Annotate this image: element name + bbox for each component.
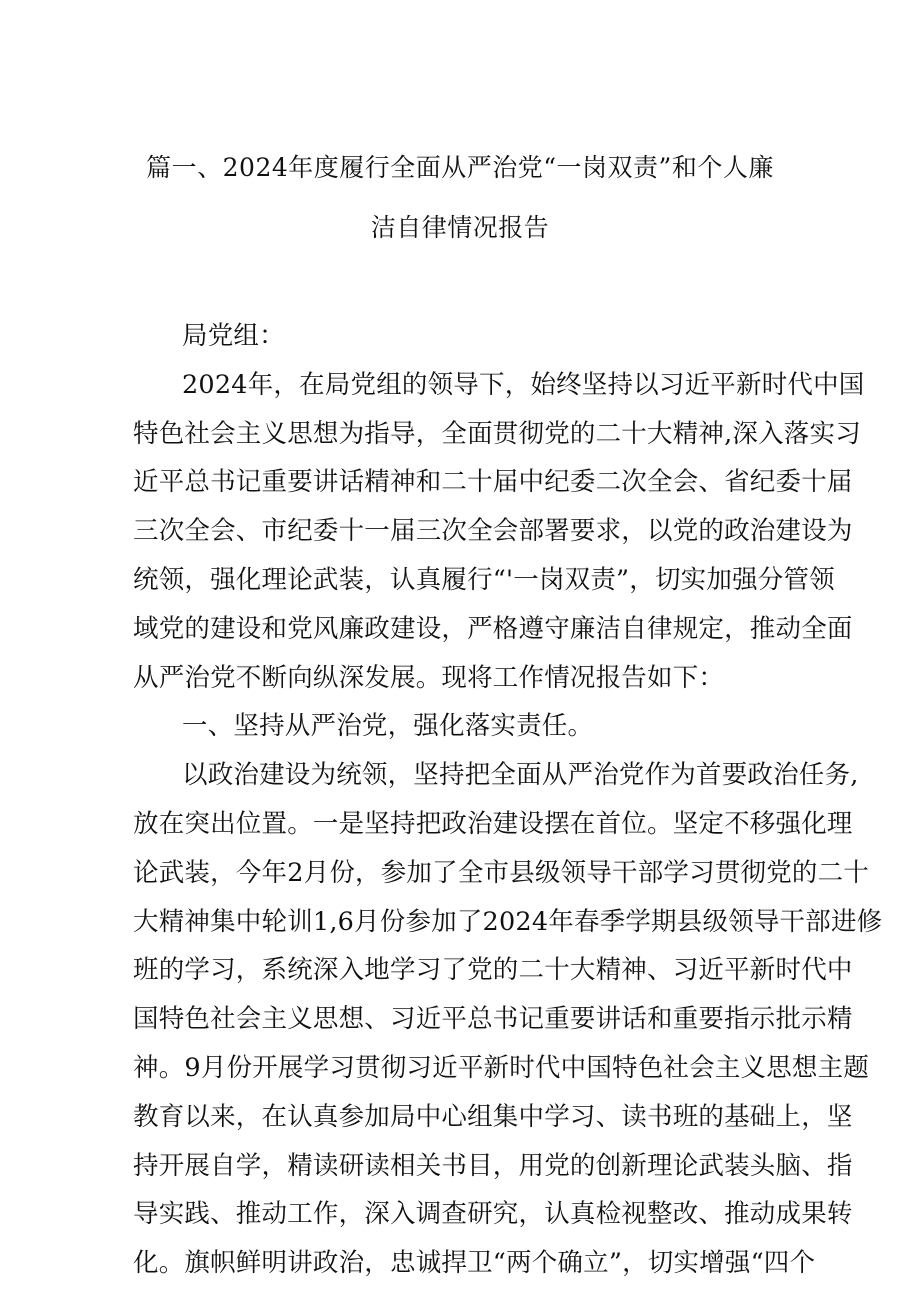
body-line: 域党的建设和党风廉政建设，严格遵守廉洁自律规定，推动全面 xyxy=(133,613,853,644)
body-line: 持开展自学，精读研读相关书目，用党的创新理论武装头脑、指 xyxy=(133,1150,853,1181)
body-line: 近平总书记重要讲话精神和二十届中纪委二次全会、省纪委十届 xyxy=(133,467,853,498)
body-line: 论武装，今年2月份，参加了全市县级领导干部学习贯彻党的二十 xyxy=(133,857,870,888)
body-line: 特色社会主义思想为指导，全面贯彻党的二十大精神,深入落实习 xyxy=(133,418,861,449)
section-heading: 一、坚持从严治党，强化落实责任。 xyxy=(182,711,594,742)
body-line: 2024年，在局党组的领导下，始终坚持以习近平新时代中国 xyxy=(182,369,865,400)
body-line: 统领，强化理论武装，认真履行“'一岗双责”，切实加强分管领 xyxy=(133,564,835,595)
body-line: 教育以来，在认真参加局中心组集中学习、读书班的基础上，坚 xyxy=(133,1101,853,1132)
body-line: 三次全会、市纪委十一届三次全会部署要求，以党的政治建设为 xyxy=(133,516,853,547)
body-line: 放在突出位置。一是坚持把政治建设摆在首位。坚定不移强化理 xyxy=(133,808,853,839)
body-line: 神。9月份开展学习贯彻习近平新时代中国特色社会主义思想主题 xyxy=(133,1052,870,1083)
body-line: 导实践、推动工作，深入调查研究，认真检视整改、推动成果转 xyxy=(133,1199,853,1230)
body-line: 以政治建设为统领，坚持把全面从严治党作为首要政治任务, xyxy=(182,760,859,791)
document-body xyxy=(133,312,883,1288)
document-title-line-1: 篇一、2024年度履行全面从严治党“一岗双责”和个人廉 xyxy=(146,153,774,182)
body-line: 从严治党不断向纵深发展。现将工作情况报告如下： xyxy=(133,662,725,693)
body-line: 化。旗帜鲜明讲政治，忠诚捍卫“两个确立”，切实增强“四个 xyxy=(133,1248,816,1279)
document-title-line-2: 洁自律情况报告 xyxy=(370,213,550,242)
body-line: 大精神集中轮训1,6月份参加了2024年春季学期县级领导干部进修 xyxy=(133,906,883,937)
body-line: 国特色社会主义思想、习近平总书记重要讲话和重要指示批示精 xyxy=(133,1004,853,1035)
body-line: 班的学习，系统深入地学习了党的二十大精神、习近平新时代中 xyxy=(133,955,853,986)
salutation: 局党组： xyxy=(182,321,285,351)
